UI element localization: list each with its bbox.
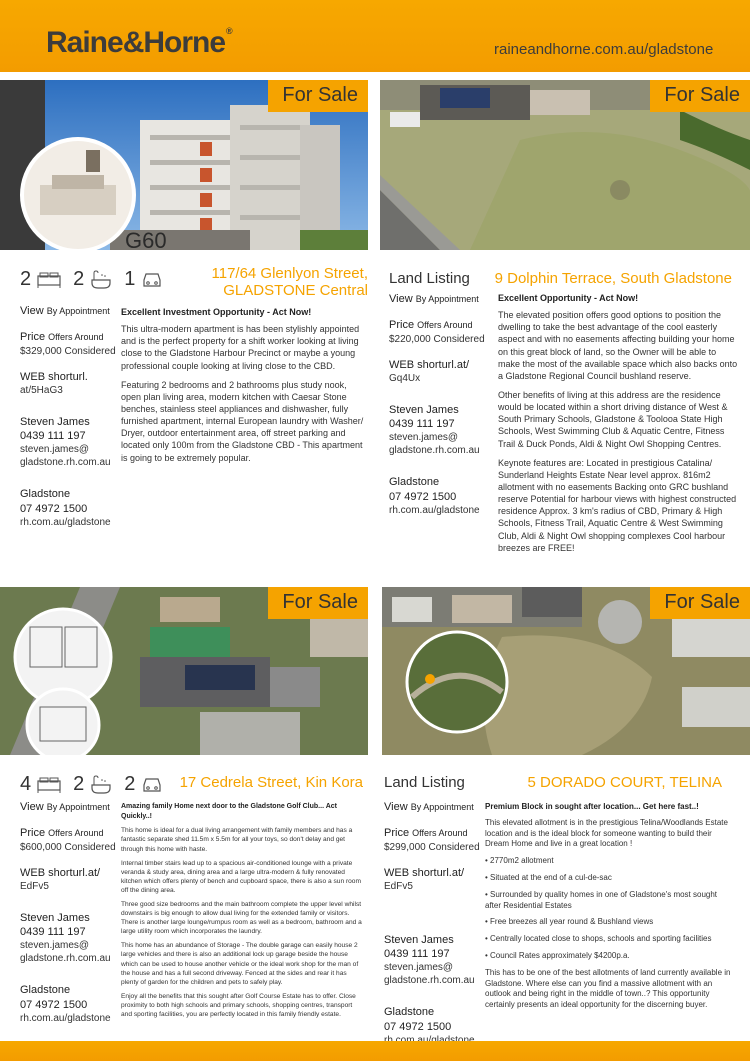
web-label: WEB shorturl. [20,370,88,383]
car-count: 2 [124,773,136,795]
agent-phone[interactable]: 0439 111 197 [389,418,455,431]
address-suburb: GLADSTONE Central [223,282,368,300]
feature-bullet: • 2770m2 allotment [485,856,554,866]
web-link[interactable]: at/5HaG3 [20,384,63,396]
brand-name: Raine&Horne [46,26,226,59]
bed-count: 4 [20,773,32,795]
description-paragraph: This home is ideal for a dual living arrangement with family members and has a fantastic separate shed 11.5m x 5.5m for all your toys, so don't delay and get through this home with haste. [121,827,353,853]
agent-email[interactable]: steven.james@ [384,962,454,974]
listing-2-photo [380,80,750,250]
website-link[interactable]: raineandhorne.com.au/gladstone [494,41,714,58]
agent-name: Steven James [20,415,90,428]
description-paragraph: Other benefits of living at this address are the residence would be located within a short driving distance of West & South Primary Schools, Gladstone & Toolooa State High Schools, West Swimming Club & Aquatic Centre, Fitness Trail & Duck Ponds, Aldi & Night Owl Shopping Centres. [498,389,728,449]
agent-email[interactable]: steven.james@ [20,444,90,456]
view-value: By Appointment [415,294,479,304]
office-name: Gladstone [384,1006,435,1019]
price-label: Price [389,319,415,332]
feature-bullet: • Situated at the end of a cul-de-sac [485,872,612,882]
svg-text:G60: G60 [125,228,167,250]
listing-headline: Excellent Investment Opportunity - Act Now! [121,307,312,317]
listing-headline: Excellent Opportunity - Act Now! [498,293,639,303]
bath-count: 2 [73,268,85,290]
listing-4-description [485,802,735,1017]
office-phone[interactable]: 07 4972 1500 [384,1020,452,1033]
listing-1-description [121,306,366,471]
office-name: Gladstone [20,488,71,501]
for-sale-badge: For Sale [650,80,750,112]
description-paragraph: This ultra-modern apartment is has been stylishly appointed and is the perfect property for a shift worker looking at living close to the Gladstone Harbour Precinct or maybe a young professional couple looking at living close to the CBD. [121,324,360,371]
bed-icon [37,271,61,289]
listing-4-details [384,800,484,1047]
web-label: WEB shorturl.at/ [389,358,470,371]
for-sale-badge: For Sale [268,80,368,112]
price-amount: $220,000 Considered [389,333,485,345]
price-value: Offers Around [48,828,104,839]
brand-logo[interactable] [46,26,232,60]
listing-1-address [150,265,368,300]
agent-name: Steven James [384,933,454,946]
listing-3-photo [0,587,368,755]
price-value: Offers Around [417,320,473,331]
agent-email-domain[interactable]: gladstone.rh.com.au [384,975,475,987]
view-value: By Appointment [410,802,474,812]
bed-count: 2 [20,268,32,290]
description-paragraph: Featuring 2 bedrooms and 2 bathrooms plus study nook, open plan living area, modern kitchen with Caesar Stone benches, stainless steel appliances and dishwasher, fully furnished apartment, internal European laundry with Washer/ Dryer, outdoor entertainment area, off street parking and located only 100m from the Gladstone CBD - This apartment is going to be extremely popular. [121,379,364,463]
listing-4-type: Land Listing [384,774,465,791]
view-value: By Appointment [46,802,110,812]
bed-icon [37,776,61,794]
agent-email-domain[interactable]: gladstone.rh.com.au [20,457,111,469]
car-icon [141,776,163,794]
description-paragraph: This home has an abundance of Storage - The double garage can easily house 2 large vehicles and there is also an additional lock up garage beside the house which can be used to house another vehicle or the ideal work shop for the man of the house and has a full second driveway. Fenced at the sides and rear it has plenty of garden for the children and pets to safely play. [121,942,359,986]
view-label: View [20,305,44,317]
view-label: View [20,801,44,813]
price-amount: $299,000 Considered [384,841,480,853]
listing-2-type: Land Listing [389,270,470,287]
office-website[interactable]: rh.com.au/gladstone [20,1013,111,1025]
listing-4-photo [382,587,750,755]
for-sale-badge: For Sale [268,587,368,619]
view-value: By Appointment [46,306,110,316]
header-bar [0,0,750,72]
web-link[interactable]: Gq4Ux [389,372,421,384]
listing-2-description [498,292,738,561]
office-website[interactable]: rh.com.au/gladstone [20,517,111,529]
listing-headline: Premium Block in sought after location... Get here fast..! [485,802,699,811]
description-paragraph: Internal timber stairs lead up to a spacious air-conditioned lounge with a private veranda & study area, dining area and a large ultra-modern & fully renovated kitchen which offers plenty of bench and cupboard space, there is also a sun room off the dining area. [121,859,361,894]
web-label: WEB shorturl.at/ [384,866,465,879]
web-label: WEB shorturl.at/ [20,866,101,879]
agent-name: Steven James [20,911,90,924]
listing-3-description [121,802,365,1024]
bath-icon [90,775,112,795]
description-paragraph: The elevated position offers good options to position the dwelling to take the best advantage of the cool easterly aspect and with no easements affecting building your home on this great block of land, so the Owner will be able to make the most of the available space which also backs onto a Gladstone Regional Council bushland reserve. [498,310,738,381]
office-name: Gladstone [389,476,440,489]
price-value: Offers Around [48,332,104,343]
agent-name: Steven James [389,403,459,416]
office-phone[interactable]: 07 4972 1500 [389,490,457,503]
description-paragraph: This elevated allotment is in the prestigious Telina/Woodlands Estate location and is the ideal block for someone wanting to build their Dream Home and live in a great location ! [485,817,728,849]
brand-mark: ® [226,26,232,36]
price-label: Price [20,827,46,840]
description-paragraph: Enjoy all the benefits that this sought after Golf Course Estate has to offer. Close proximity to both high schools and primary schools, shopping centres, transport and sporting facilities, you are perfectly located in this family friendly estate. [121,992,356,1018]
listing-3-features [20,773,175,796]
price-label: Price [20,331,46,344]
listing-2-details [389,292,489,517]
view-label: View [384,801,408,813]
agent-email[interactable]: steven.james@ [389,432,459,444]
price-amount: $329,000 Considered [20,345,116,357]
feature-bullet: • Centrally located close to shops, schools and sporting facilities [485,934,712,944]
office-phone[interactable]: 07 4972 1500 [20,502,88,515]
office-name: Gladstone [20,984,71,997]
web-link[interactable]: EdFv5 [384,880,413,892]
listing-headline: Amazing family Home next door to the Gladstone Golf Club... Act Quickly..! [121,803,337,820]
listing-3-address: 17 Cedrela Street, Kin Kora [179,774,363,791]
listing-3-details [20,800,120,1025]
description-paragraph: Keynote features are: Located in prestigious Catalina/ Sunderland Heights Estate Near level approx. 816m2 allotment with no easements Backing onto GRC bushland reserve Potential for harbour views with highest constructed residence Approx. 3 km's radius of CBD, Primary & High Schools, Fitness Trail, Aquatic Centre & West Swimming Club, Aldi & Night Owl shopping complexes Cool harbour breezes are FREE! [498,457,737,553]
listing-4-address: 5 DORADO COURT, TELINA [527,774,722,791]
feature-bullet: • Free breezes all year round & Bushland views [485,917,654,927]
price-amount: $600,000 Considered [20,841,116,853]
bath-count: 2 [73,773,85,795]
footer-bar [0,1041,750,1061]
web-link[interactable]: EdFv5 [20,880,49,892]
agent-phone[interactable]: 0439 111 197 [384,948,450,961]
bath-icon [90,270,112,290]
for-sale-badge: For Sale [650,587,750,619]
agent-email[interactable]: steven.james@ [20,940,90,952]
description-paragraph: Three good size bedrooms and the main bathroom complete the upper level whilst downstairs is big enough to allow dual living for the extended family or visitors. There is another large lounge/rumpus room as well as a bedroom, bathroom and a large utility room which incorporates the laundry. [121,900,362,936]
address-line: 117/64 Glenlyon Street, [211,265,368,282]
listing-2-address: 9 Dolphin Terrace, South Gladstone [494,270,732,287]
feature-bullet: • Council Rates approximately $4200p.a. [485,950,630,960]
agent-email-domain[interactable]: gladstone.rh.com.au [20,953,111,965]
feature-bullet: • Surrounded by quality homes in one of Gladstone's most sought after Residential Estates [485,889,718,910]
office-phone[interactable]: 07 4972 1500 [20,998,88,1011]
car-count: 1 [124,268,136,290]
description-paragraph: This has to be one of the best allotments of land currently available in Gladstone. Where else can you find a massive allotment with an outlook and being right in the middle of town..? This opportunity certainly presents an ideal opportunity for the discerning buyer. [485,967,731,1010]
view-label: View [389,293,413,305]
office-website[interactable]: rh.com.au/gladstone [389,505,480,517]
agent-phone[interactable]: 0439 111 197 [20,430,86,443]
price-value: Offers Around [412,828,468,839]
listing-1-photo [0,80,368,250]
agent-email-domain[interactable]: gladstone.rh.com.au [389,445,480,457]
listing-1-details [20,304,120,529]
price-label: Price [384,827,410,840]
agent-phone[interactable]: 0439 111 197 [20,926,86,939]
